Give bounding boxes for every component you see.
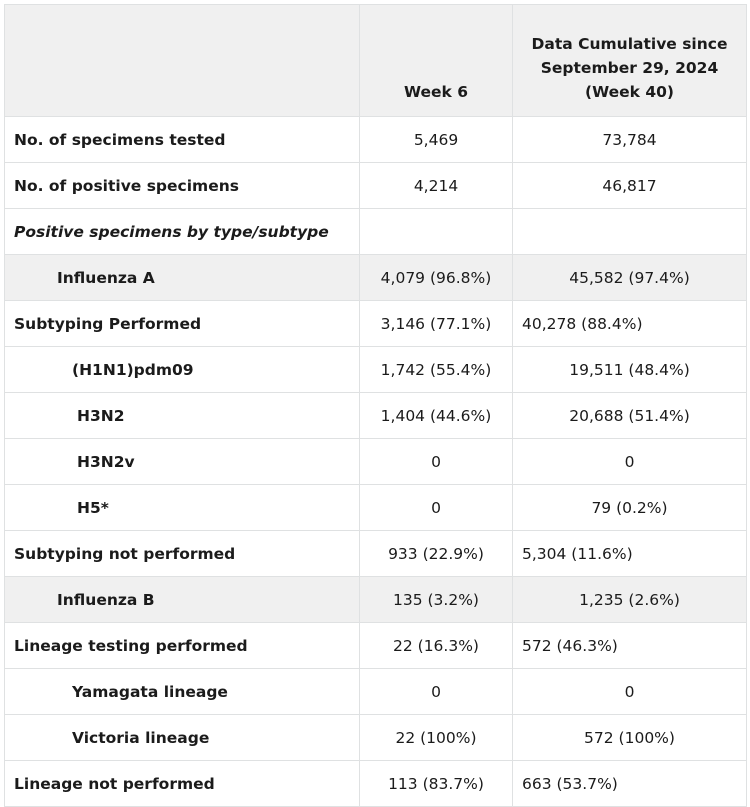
week-value: 113 (83.7%) <box>360 761 513 807</box>
row-label: Lineage testing performed <box>5 623 360 669</box>
cumulative-value: 0 <box>513 439 747 485</box>
week-value <box>360 209 513 255</box>
week-value: 3,146 (77.1%) <box>360 301 513 347</box>
header-cumulative-line1: Data Cumulative since <box>531 35 728 53</box>
header-cumulative-line3: (Week 40) <box>584 83 674 101</box>
cumulative-value: 79 (0.2%) <box>513 485 747 531</box>
table-row <box>5 163 747 209</box>
header-cumulative <box>513 5 747 117</box>
cumulative-value: 572 (46.3%) <box>513 623 747 669</box>
table-row <box>5 669 747 715</box>
cumulative-value: 73,784 <box>513 117 747 163</box>
week-value: 933 (22.9%) <box>360 531 513 577</box>
table-row <box>5 439 747 485</box>
table-row <box>5 255 747 301</box>
cumulative-value: 663 (53.7%) <box>513 761 747 807</box>
header-cumulative-line2: September 29, 2024 <box>540 59 719 77</box>
week-value: 0 <box>360 485 513 531</box>
table-row <box>5 715 747 761</box>
table-row <box>5 577 747 623</box>
table-row <box>5 209 747 255</box>
row-label: H3N2 <box>5 393 360 439</box>
cumulative-value: 46,817 <box>513 163 747 209</box>
table-row <box>5 623 747 669</box>
row-label: H3N2v <box>5 439 360 485</box>
week-value: 1,404 (44.6%) <box>360 393 513 439</box>
cumulative-value: 19,511 (48.4%) <box>513 347 747 393</box>
table-row <box>5 761 747 807</box>
week-value: 1,742 (55.4%) <box>360 347 513 393</box>
row-label: Victoria lineage <box>5 715 360 761</box>
row-label: (H1N1)pdm09 <box>5 347 360 393</box>
row-label: Yamagata lineage <box>5 669 360 715</box>
row-label: No. of specimens tested <box>5 117 360 163</box>
cumulative-value: 0 <box>513 669 747 715</box>
table-row <box>5 117 747 163</box>
cumulative-value <box>513 209 747 255</box>
table-row <box>5 531 747 577</box>
week-value: 5,469 <box>360 117 513 163</box>
table-row <box>5 393 747 439</box>
row-label: Lineage not performed <box>5 761 360 807</box>
row-label: H5* <box>5 485 360 531</box>
header-week: Week 6 <box>360 5 513 117</box>
header-label-cell <box>5 5 360 117</box>
week-value: 4,079 (96.8%) <box>360 255 513 301</box>
week-value: 135 (3.2%) <box>360 577 513 623</box>
row-label: Subtyping Performed <box>5 301 360 347</box>
week-value: 22 (16.3%) <box>360 623 513 669</box>
table-header-row <box>5 5 747 117</box>
table-row <box>5 485 747 531</box>
row-label: No. of positive specimens <box>5 163 360 209</box>
cumulative-value: 5,304 (11.6%) <box>513 531 747 577</box>
cumulative-value: 1,235 (2.6%) <box>513 577 747 623</box>
row-label: Positive specimens by type/subtype <box>5 209 360 255</box>
cumulative-value: 40,278 (88.4%) <box>513 301 747 347</box>
table-row <box>5 347 747 393</box>
week-value: 0 <box>360 669 513 715</box>
week-value: 4,214 <box>360 163 513 209</box>
row-label: Subtyping not performed <box>5 531 360 577</box>
cumulative-value: 572 (100%) <box>513 715 747 761</box>
week-value: 22 (100%) <box>360 715 513 761</box>
week-value: 0 <box>360 439 513 485</box>
table-row <box>5 301 747 347</box>
influenza-specimens-table <box>4 4 747 807</box>
cumulative-value: 20,688 (51.4%) <box>513 393 747 439</box>
row-label: Influenza B <box>5 577 360 623</box>
cumulative-value: 45,582 (97.4%) <box>513 255 747 301</box>
row-label: Influenza A <box>5 255 360 301</box>
